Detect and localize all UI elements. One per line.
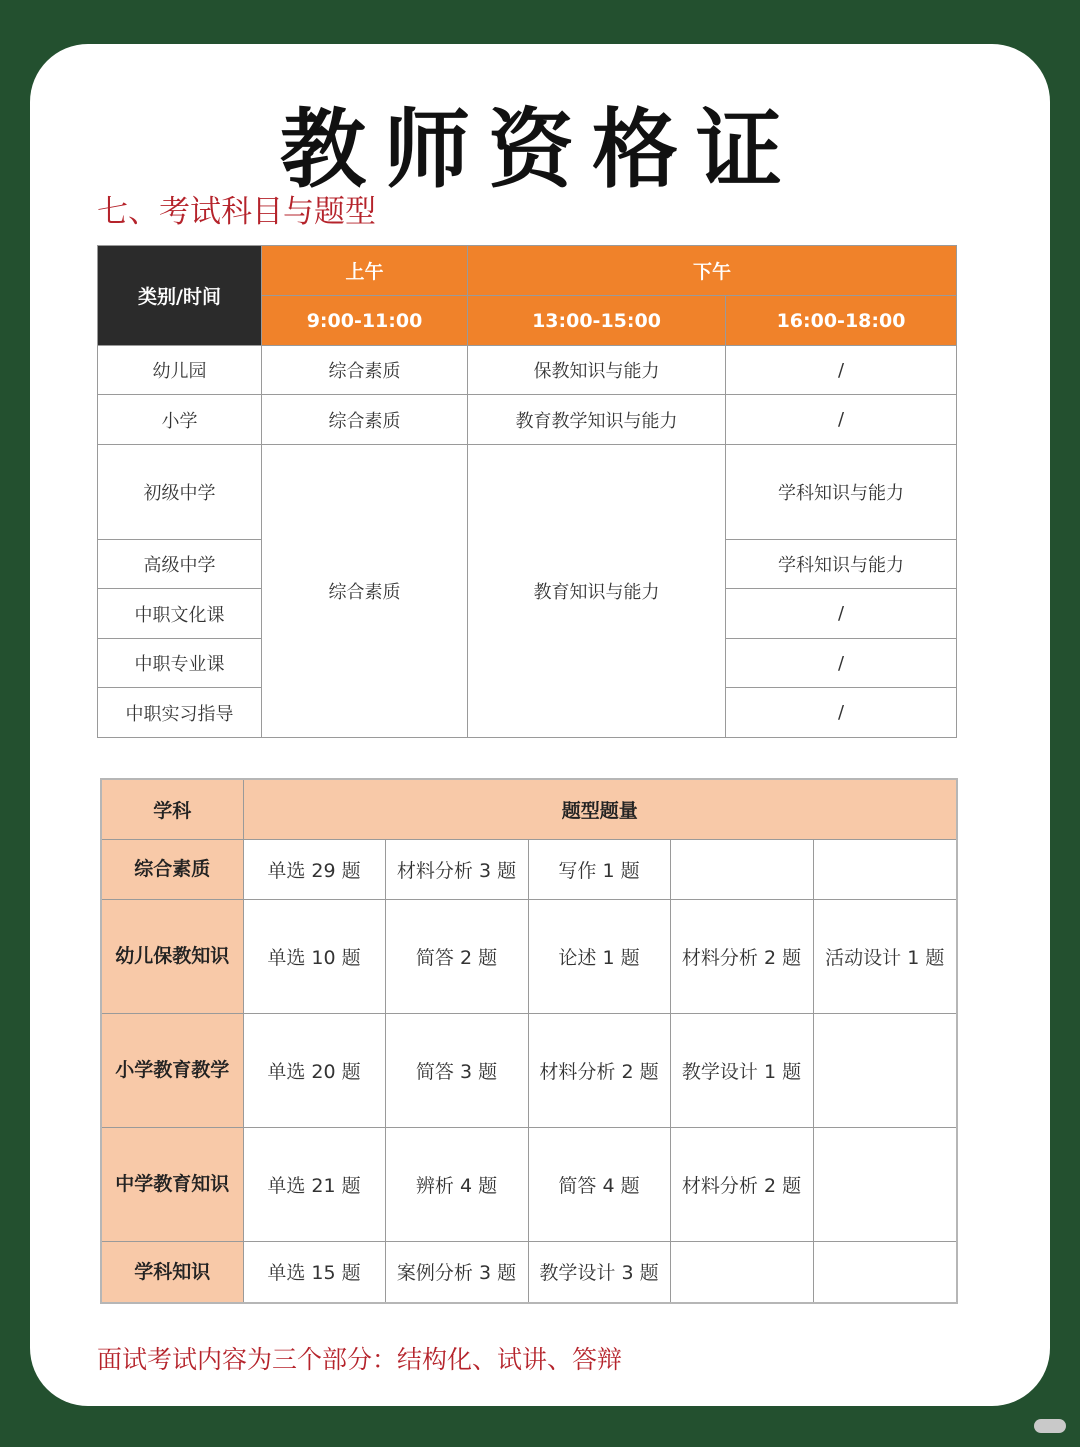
question-cell: 活动设计 1 题 [813, 899, 957, 1013]
question-cell: 简答 3 题 [385, 1013, 528, 1127]
question-cell: 材料分析 3 题 [385, 839, 528, 899]
subject-name-cell: 中学教育知识 [101, 1127, 243, 1241]
category-cell: 小学 [98, 395, 262, 445]
question-cell: 材料分析 2 题 [528, 1013, 670, 1127]
question-cell: 辨析 4 题 [385, 1127, 528, 1241]
subject-cell: / [726, 639, 957, 688]
interview-note: 面试考试内容为三个部分：结构化、试讲、答辩 [97, 1345, 623, 1374]
category-cell: 中职专业课 [98, 639, 262, 688]
table-row [101, 899, 957, 1013]
question-cell: 单选 15 题 [243, 1241, 385, 1303]
section-title: 七、考试科目与题型 [97, 194, 376, 230]
table-row [101, 839, 957, 899]
content-card [30, 44, 1050, 1406]
merged-subject-cell: 综合素质 [262, 445, 468, 738]
subject-cell: / [726, 395, 957, 445]
corner-header: 类别/时间 [98, 246, 262, 346]
question-cell: 论述 1 题 [528, 899, 670, 1013]
question-cell: 材料分析 2 题 [670, 1127, 813, 1241]
subject-cell: 教育教学知识与能力 [468, 395, 726, 445]
question-cell: 单选 10 题 [243, 899, 385, 1013]
question-cell [813, 1241, 957, 1303]
subject-name-cell: 小学教育教学 [101, 1013, 243, 1127]
question-cell: 单选 29 题 [243, 839, 385, 899]
question-cell: 教学设计 3 题 [528, 1241, 670, 1303]
question-cell: 单选 20 题 [243, 1013, 385, 1127]
subject-name-cell: 综合素质 [101, 839, 243, 899]
exam-schedule-table [97, 245, 957, 738]
question-cell [813, 839, 957, 899]
question-cell: 写作 1 题 [528, 839, 670, 899]
question-cell: 简答 2 题 [385, 899, 528, 1013]
question-types-table [100, 778, 958, 1304]
table-row [101, 1241, 957, 1303]
watermark-badge [1034, 1419, 1066, 1433]
table-row [101, 1127, 957, 1241]
category-cell: 高级中学 [98, 540, 262, 589]
category-cell: 中职实习指导 [98, 688, 262, 738]
question-cell [813, 1013, 957, 1127]
table-row [98, 395, 957, 445]
subject-cell: / [726, 589, 957, 639]
subject-cell: 学科知识与能力 [726, 540, 957, 589]
time-slot-3: 16:00-18:00 [726, 296, 957, 346]
morning-header: 上午 [262, 246, 468, 296]
time-slot-2: 13:00-15:00 [468, 296, 726, 346]
afternoon-header: 下午 [468, 246, 957, 296]
question-cell [670, 1241, 813, 1303]
question-cell [813, 1127, 957, 1241]
subject-cell: 综合素质 [262, 346, 468, 395]
category-cell: 中职文化课 [98, 589, 262, 639]
question-cell: 简答 4 题 [528, 1127, 670, 1241]
question-cell: 案例分析 3 题 [385, 1241, 528, 1303]
page-title: 教师资格证 [280, 100, 800, 200]
question-cell: 教学设计 1 题 [670, 1013, 813, 1127]
subject-cell: 保教知识与能力 [468, 346, 726, 395]
subject-cell: / [726, 688, 957, 738]
table-row [98, 445, 957, 540]
subject-name-cell: 幼儿保教知识 [101, 899, 243, 1013]
table-row [101, 1013, 957, 1127]
subject-header: 学科 [101, 779, 243, 839]
question-cell: 材料分析 2 题 [670, 899, 813, 1013]
merged-subject-cell: 教育知识与能力 [468, 445, 726, 738]
subject-cell: / [726, 346, 957, 395]
category-cell: 初级中学 [98, 445, 262, 540]
subject-cell: 学科知识与能力 [726, 445, 957, 540]
subject-name-cell: 学科知识 [101, 1241, 243, 1303]
question-cell: 单选 21 题 [243, 1127, 385, 1241]
table-row [98, 346, 957, 395]
subject-cell: 综合素质 [262, 395, 468, 445]
category-cell: 幼儿园 [98, 346, 262, 395]
question-types-header: 题型题量 [243, 779, 957, 839]
time-slot-1: 9:00-11:00 [262, 296, 468, 346]
question-cell [670, 839, 813, 899]
